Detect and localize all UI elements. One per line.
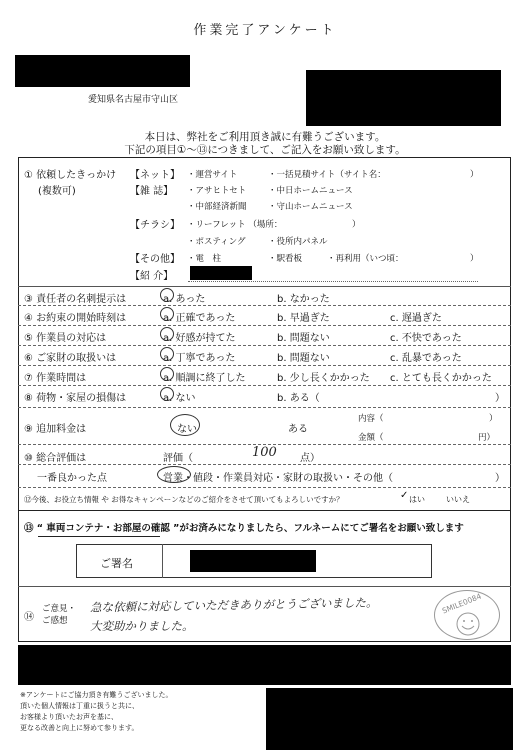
q9-label: ⑨ 追加料金は <box>24 424 87 435</box>
redacted-signature <box>190 550 316 572</box>
row-divider <box>18 586 511 587</box>
q14-comment-line-2[interactable]: 大変助かりました。 <box>90 619 194 633</box>
q5-option-a[interactable]: a. 好感が持てた <box>163 333 236 344</box>
checkmark-icon: ✓ <box>400 490 409 501</box>
q10-label: ⑩ 総合評価は <box>24 453 87 464</box>
q11-close: ） <box>495 473 505 484</box>
q13-instruction: ⑬ “ 車両コンテナ・お部屋の確認 ”がお済みになりましたら、フルネームにてご署名をお願い致します <box>24 523 464 534</box>
row-divider <box>18 510 511 511</box>
redacted-company-info <box>18 645 511 685</box>
q1-magazine-option-4[interactable]: ・守山ホームニュース <box>268 202 353 212</box>
q7-option-c[interactable]: c. とても長くかかった <box>390 373 492 384</box>
customer-address: 愛知県名古屋市守山区 <box>88 95 179 105</box>
q14-label-1: ご意見・ <box>42 604 77 614</box>
q1-sub: (複数可) <box>38 186 76 197</box>
q10-rating-value[interactable]: 100 <box>252 445 277 460</box>
q12-yes[interactable]: はい <box>409 495 425 504</box>
q9-content-label: 内容（ <box>358 414 384 424</box>
q1-flyer-close: ） <box>352 220 361 230</box>
q8-label: ⑧ 荷物・家屋の損傷は <box>24 393 127 404</box>
q5-option-b[interactable]: b. 問題ない <box>277 333 330 344</box>
q4-option-b[interactable]: b. 早過ぎた <box>277 313 330 324</box>
q9-amount-close: 円） <box>478 433 496 443</box>
q6-option-c[interactable]: c. 乱暴であった <box>390 353 462 364</box>
smiley-icon <box>455 611 481 637</box>
selection-circle <box>160 307 174 321</box>
q1-referral-category: 【紹 介】 <box>130 271 174 282</box>
q1-flyer-option-3[interactable]: ・役所内パネル <box>268 237 328 247</box>
q1-other-option-3[interactable]: ・再利用（いつ頃： <box>327 254 404 264</box>
selection-circle <box>170 414 200 436</box>
signature-label: ご署名 <box>100 557 133 570</box>
q3-option-b[interactable]: b. なかった <box>277 294 330 305</box>
footer-line-4: 更なる改善と向上に努めて参ります。 <box>20 724 139 732</box>
document-title: 作業完了アンケート <box>193 23 337 38</box>
q9-content-close: ） <box>489 414 498 424</box>
intro-line-1: 本日は、弊社をご利用頂き誠に有難うございます。 <box>144 131 386 143</box>
q7-option-a[interactable]: a. 順調に終了した <box>163 373 246 384</box>
row-divider <box>18 464 511 465</box>
q4-label: ④ お約束の開始時刻は <box>24 313 127 324</box>
q6-label: ⑥ ご家財の取扱いは <box>24 353 117 364</box>
q1-other-close: ） <box>470 254 479 264</box>
row-divider <box>18 487 511 488</box>
selection-circle <box>160 288 174 302</box>
q14-label-2: ご感想 <box>42 616 68 626</box>
q1-flyer-option-1[interactable]: ・リーフレット （場所： <box>187 220 283 230</box>
q11-label: 一番良かった点 <box>37 473 107 484</box>
q8-option-b[interactable]: b. ある（ <box>277 393 320 404</box>
selection-circle <box>160 367 174 381</box>
q1-net-category: 【ネット】 <box>130 170 180 181</box>
q12-no[interactable]: いいえ <box>446 495 470 504</box>
footer-line-1: ※アンケートにご協力頂き有難うございました。 <box>20 691 173 699</box>
q5-option-c[interactable]: c. 不快であった <box>390 333 462 344</box>
redacted-customer-name <box>15 55 190 87</box>
q10-rating-suffix: 点） <box>300 453 320 464</box>
row-divider <box>18 407 511 408</box>
q7-option-b[interactable]: b. 少し長くかかった <box>277 373 370 384</box>
q4-option-c[interactable]: c. 遅過ぎた <box>390 313 442 324</box>
referral-underline <box>188 281 478 282</box>
q1-magazine-category: 【雑 誌】 <box>130 186 174 197</box>
q8-close: ） <box>495 393 505 404</box>
row-divider <box>18 325 511 326</box>
q1-net-option-2[interactable]: ・一括見積サイト（サイト名： <box>268 170 386 180</box>
q9-option-none[interactable]: ない <box>177 424 197 435</box>
row-divider <box>18 385 511 386</box>
selection-circle <box>160 327 174 341</box>
q8-option-a[interactable]: a. ない <box>163 393 196 404</box>
q1-flyer-option-2[interactable]: ・ポスティング <box>187 237 246 247</box>
selection-circle <box>160 387 174 401</box>
selection-circle <box>157 466 191 483</box>
q5-label: ⑤ 作業員の対応は <box>24 333 107 344</box>
row-divider <box>18 305 511 306</box>
intro-line-2: 下記の項目①～⑬につきまして、ご記入をお願い致します。 <box>124 144 406 156</box>
q1-other-option-1[interactable]: ・電 柱 <box>187 254 222 264</box>
q1-other-option-2[interactable]: ・駅看板 <box>268 254 303 264</box>
q1-magazine-option-3[interactable]: ・中部経済新聞 <box>187 202 247 212</box>
q1-other-category: 【その他】 <box>130 254 180 265</box>
q6-option-a[interactable]: a. 丁寧であった <box>163 353 236 364</box>
q1-net-option-1[interactable]: ・運営サイト <box>187 170 238 180</box>
q3-label: ③ 責任者の名刺提示は <box>24 294 127 305</box>
row-divider <box>18 286 511 287</box>
q14-number: ⑭ <box>24 612 34 623</box>
redacted-company-logo <box>266 688 513 750</box>
footer-line-2: 頂いた個人情報は丁重に扱うと共に、 <box>20 702 139 710</box>
q1-label: ① 依頼したきっかけ <box>24 170 117 181</box>
q1-flyer-category: 【チラシ】 <box>130 220 180 231</box>
redacted-referral-name <box>190 266 252 280</box>
q4-option-a[interactable]: a. 正確であった <box>163 313 236 324</box>
q12-question: ⑫今後、お役立ち情報 や お得なキャンペーンなどのご紹介をさせて頂いてもよろしいですか？ <box>24 495 344 504</box>
q1-net-close: ） <box>470 170 479 180</box>
q3-option-a[interactable]: a. あった <box>163 294 206 305</box>
q10-rating-prefix: 評価（ <box>163 453 193 464</box>
q1-magazine-option-1[interactable]: ・アサヒトセト <box>187 186 247 196</box>
stamp-text: SMILE0084 <box>440 591 483 616</box>
row-divider <box>18 365 511 366</box>
q6-option-b[interactable]: b. 問題ない <box>277 353 330 364</box>
footer-line-3: お客様より頂いたお声を基に、 <box>20 713 118 721</box>
smile-stamp <box>434 590 500 640</box>
row-divider <box>18 345 511 346</box>
signature-divider <box>162 544 163 578</box>
selection-circle <box>160 347 174 361</box>
q14-comment-line-1[interactable]: 急な依頼に対応していただきありがとうございました。 <box>89 595 378 615</box>
q7-label: ⑦ 作業時間は <box>24 373 87 384</box>
q1-magazine-option-2[interactable]: ・中日ホームニュース <box>268 186 353 196</box>
q13-underline <box>38 536 160 537</box>
redacted-stamp-area <box>306 70 501 126</box>
q9-option-yes[interactable]: ある <box>288 424 308 435</box>
q9-amount-label: 金額（ <box>358 433 384 443</box>
q11-options[interactable]: 営業・値段・作業員対応・家財の取扱い・その他（ <box>163 473 393 484</box>
